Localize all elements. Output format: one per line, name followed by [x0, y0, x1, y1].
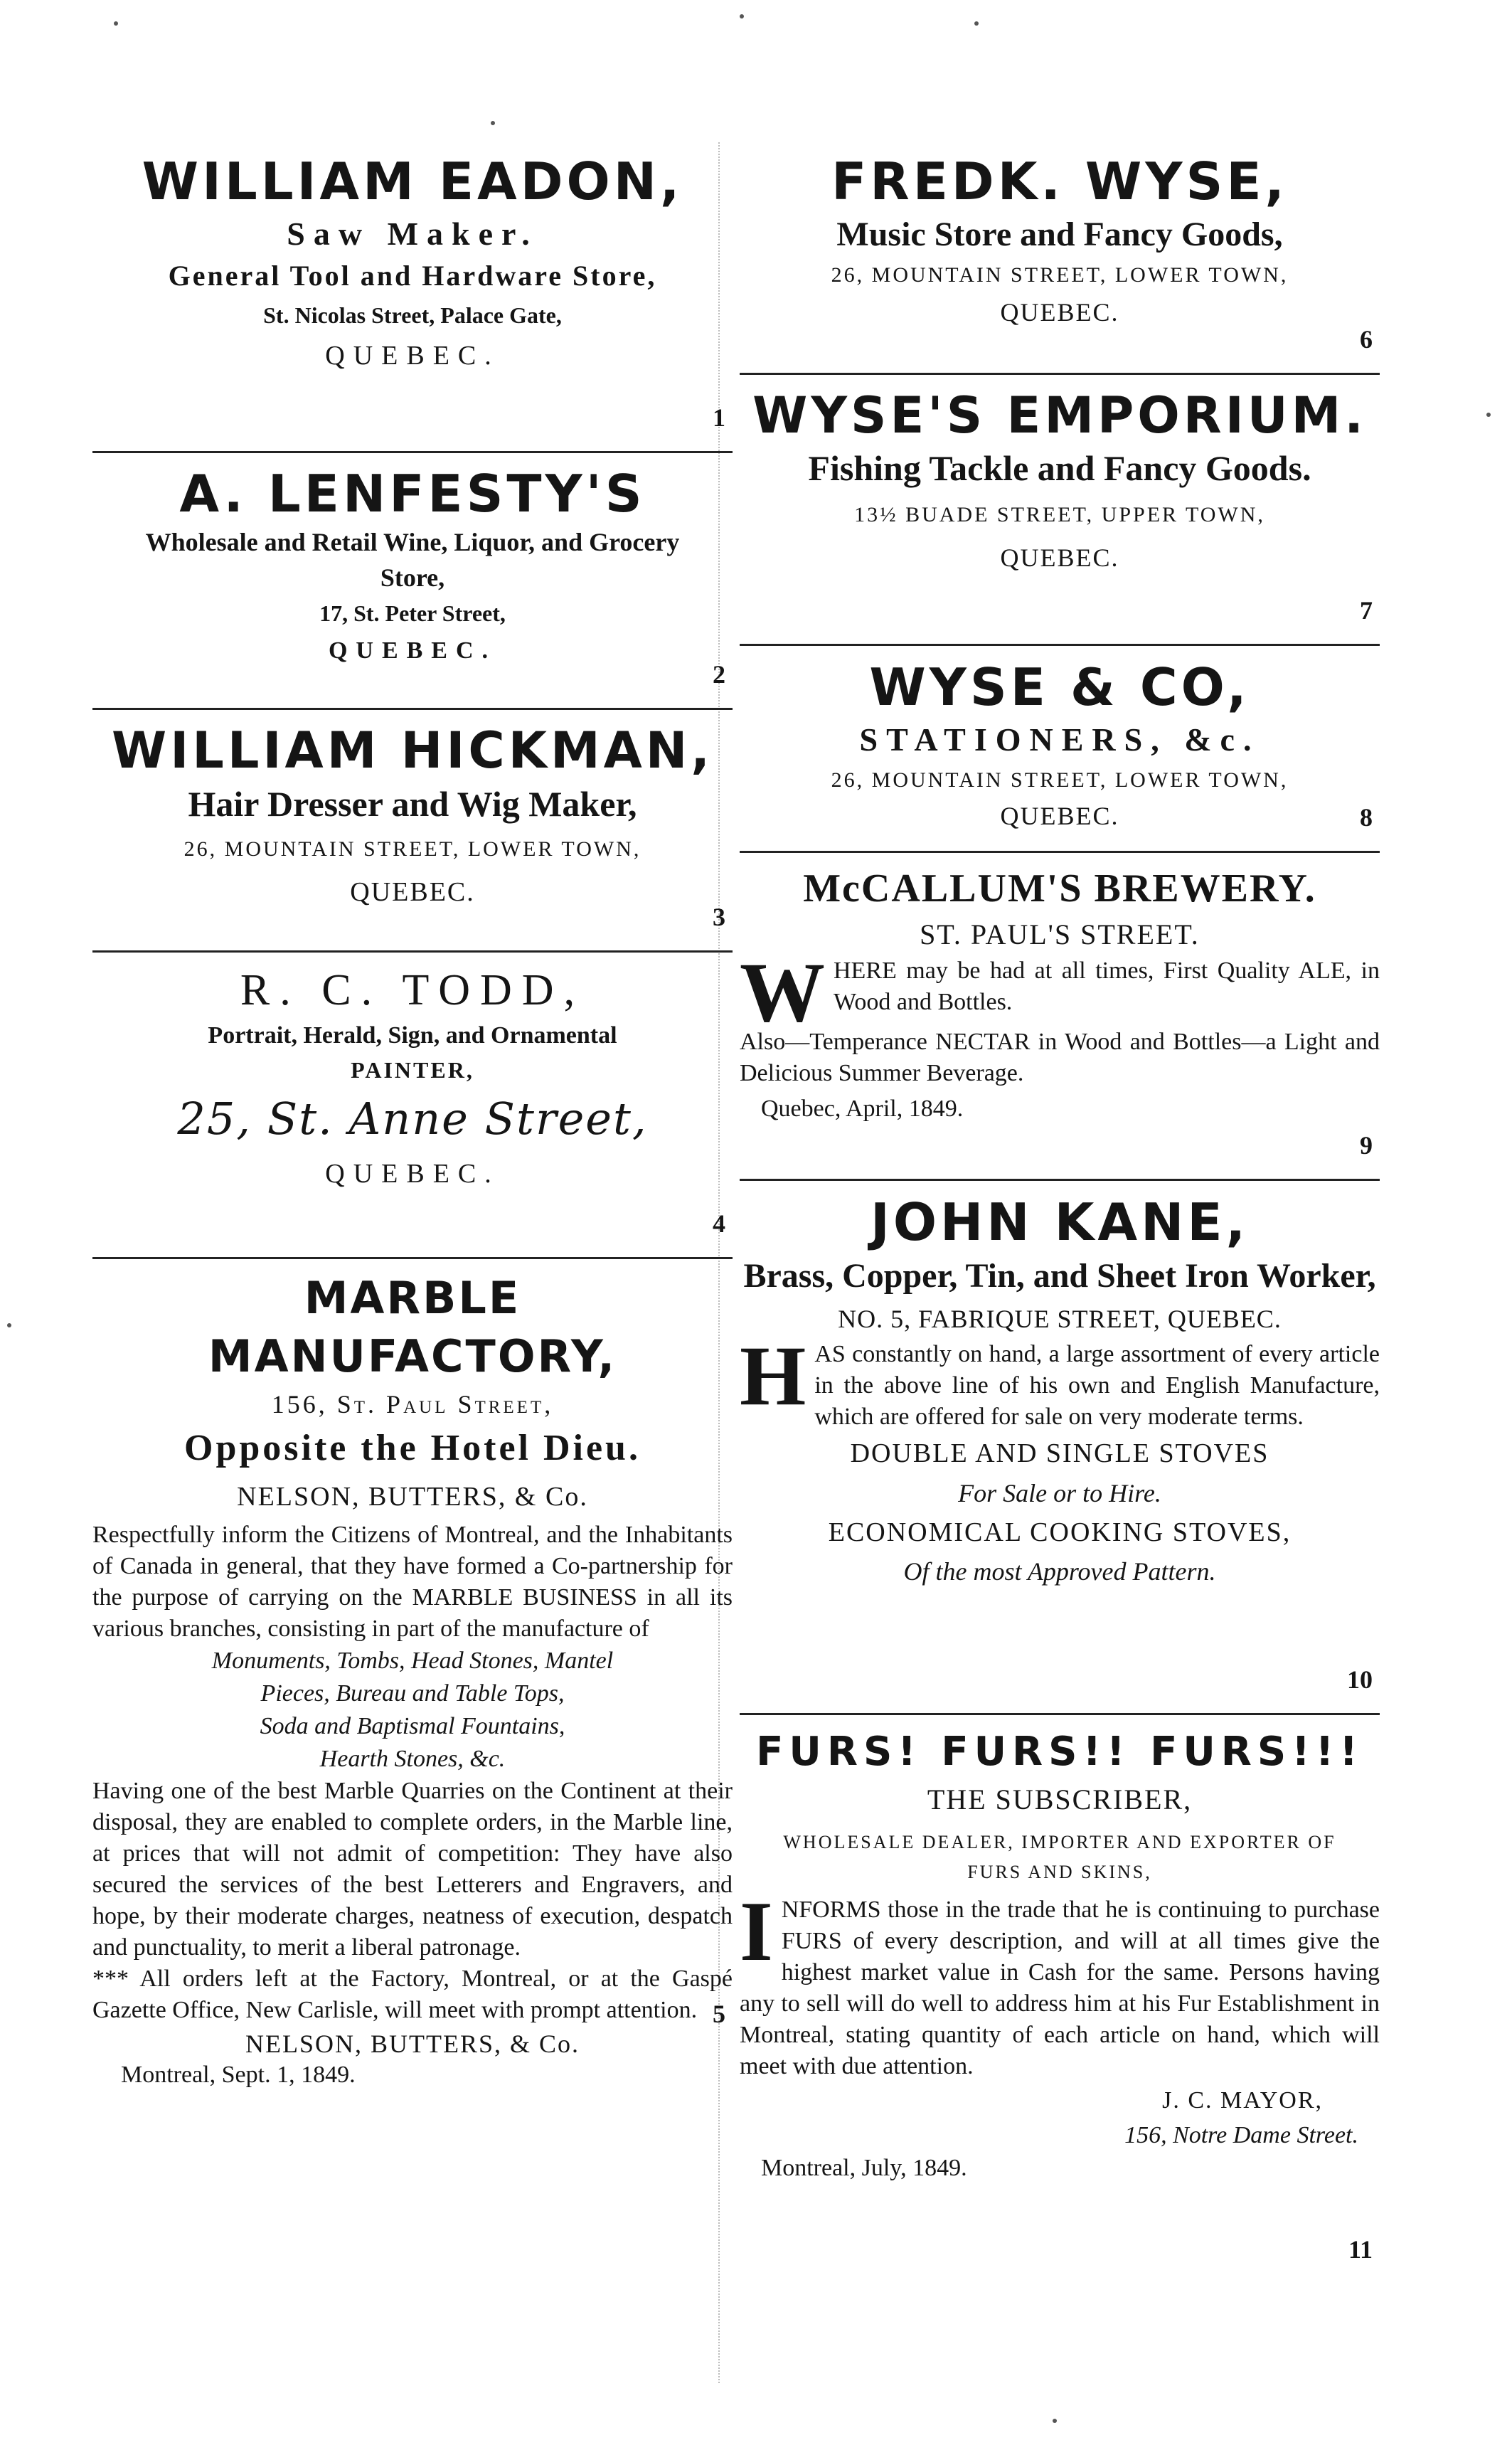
- scan-speck: [974, 21, 979, 26]
- ad-item-line: Soda and Baptismal Fountains,: [260, 1713, 565, 1739]
- ad-paragraph: Having one of the best Marble Quarries on the Continent at their disposal, they are enabled to complete orders, in the Marble line, at prices that will not admit of competition: They have also secured the services of the best Letterers and Engravers, and hope, by their moderate charges, neatness of execution, despatch and punctuality, to merit a liberal patronage.: [92, 1778, 733, 1961]
- ad-number: 10: [1347, 1665, 1373, 1694]
- ad-paragraph: [740, 1328, 1380, 1433]
- drop-cap: H: [740, 1328, 806, 1423]
- ad-subscriber: THE SUBSCRIBER,: [927, 1783, 1193, 1815]
- ad-number: 3: [713, 903, 725, 931]
- ad-address: NO. 5, FABRIQUE STREET, QUEBEC.: [838, 1305, 1282, 1333]
- ad-paragraph: [740, 945, 1380, 1039]
- ad-john-kane: [740, 1191, 1380, 1706]
- ad-city: QUEBEC.: [1000, 543, 1119, 572]
- ad-line: DOUBLE AND SINGLE STOVES: [850, 1438, 1269, 1468]
- ad-paragraph: Respectfully inform the Citizens of Montreal, and the Inhabitants of Canada in general, that they have formed a Co-partnership for the purpose of carrying on the MARBLE BUSINESS in all its various branches, consisting in part of the manufacture of: [92, 1522, 733, 1642]
- ad-title: McCALLUM'S BREWERY.: [803, 866, 1316, 911]
- ad-title: FURS! FURS!! FURS!!!: [756, 1729, 1363, 1775]
- ad-address: 26, MOUNTAIN STREET, LOWER TOWN,: [831, 263, 1289, 287]
- ad-title: JOHN KANE,: [871, 1192, 1249, 1252]
- ad-paragraph: [740, 1884, 1380, 2082]
- ad-city: QUEBEC.: [1000, 298, 1119, 327]
- right-column: [740, 142, 1380, 2276]
- ad-city: QUEBEC.: [325, 1159, 500, 1189]
- ad-title: MARBLE MANUFACTORY,: [208, 1272, 617, 1382]
- ad-marble-manufactory: [92, 1269, 733, 2088]
- drop-cap: I: [740, 1884, 773, 1978]
- ad-divider: [740, 1179, 1380, 1181]
- ad-divider: [92, 1257, 733, 1259]
- ad-mccallums-brewery: [740, 863, 1380, 1172]
- ad-street: ST. PAUL'S STREET.: [920, 918, 1200, 950]
- ad-number: 6: [1360, 325, 1373, 354]
- ad-number: 11: [1348, 2235, 1373, 2264]
- ad-rc-todd: [92, 962, 733, 1250]
- ad-signature: J. C. MAYOR,: [1162, 2087, 1323, 2114]
- ad-date: Quebec, April, 1849.: [761, 1096, 964, 1122]
- ad-divider: [92, 451, 733, 453]
- ad-line: Wholesale and Retail Wine, Liquor, and Grocery: [145, 528, 680, 556]
- ad-date: Montreal, July, 1849.: [761, 2155, 967, 2181]
- ad-trade: Saw Maker.: [287, 216, 538, 252]
- scan-speck: [1053, 2419, 1057, 2423]
- scan-speck: [7, 1323, 11, 1327]
- ad-title: R. C. TODD,: [240, 966, 585, 1014]
- ad-trade: Brass, Copper, Tin, and Sheet Iron Worker,: [743, 1257, 1376, 1295]
- ad-paragraph: Also—Temperance NECTAR in Wood and Bottles—a Light and Delicious Summer Beverage.: [740, 1029, 1380, 1086]
- ad-street: 156, Notre Dame Street.: [1124, 2122, 1358, 2148]
- ad-address: 26, MOUNTAIN STREET, LOWER TOWN,: [831, 768, 1289, 792]
- ad-number: 1: [713, 403, 725, 432]
- ad-line: Of the most Approved Pattern.: [903, 1557, 1216, 1586]
- ad-divider: [740, 1713, 1380, 1715]
- ad-william-hickman: [92, 720, 733, 943]
- scan-speck: [114, 21, 118, 26]
- ad-item-line: Pieces, Bureau and Table Tops,: [260, 1680, 565, 1707]
- ad-city: QUEBEC.: [328, 637, 497, 664]
- scan-speck: [740, 14, 744, 18]
- ad-firm: NELSON, BUTTERS, & Co.: [237, 1482, 588, 1512]
- ad-trade: Hair Dresser and Wig Maker,: [188, 784, 637, 824]
- ad-paragraph-text: AS constantly on hand, a large assortment of every article in the above line of his own and English Manufacture, which are offered for sale on very moderate terms.: [814, 1341, 1380, 1430]
- ad-paragraph: *** All orders left at the Factory, Montreal, or at the Gaspé Gazette Office, New Carlisle, will meet with prompt attention.: [92, 1966, 733, 2023]
- ad-date: Montreal, Sept. 1, 1849.: [121, 2062, 356, 2088]
- ad-line: 17, St. Peter Street,: [319, 600, 506, 626]
- ad-line: ECONOMICAL COOKING STOVES,: [828, 1517, 1292, 1547]
- ad-paragraph-text: HERE may be had at all times, First Quality ALE, in Wood and Bottles.: [834, 958, 1380, 1015]
- ad-divider: [92, 950, 733, 953]
- ad-line: For Sale or to Hire.: [958, 1479, 1161, 1507]
- ad-number: 4: [713, 1209, 725, 1238]
- ad-fredk-wyse: [740, 149, 1380, 366]
- ad-title: WILLIAM EADON,: [142, 152, 683, 211]
- ad-address: 25, St. Anne Street,: [177, 1093, 648, 1145]
- ad-address: 13½ BUADE STREET, UPPER TOWN,: [854, 503, 1265, 526]
- ad-paragraph-text: NFORMS those in the trade that he is continuing to purchase FURS of every description, and will at all times give the highest market value in Cash for the same. Persons having any to sell will do well to address him at his Fur Establishment in Montreal, stating quantity of each article on hand, which will meet with due attention.: [740, 1897, 1380, 2079]
- ad-item-line: Monuments, Tombs, Head Stones, Mantel: [211, 1648, 614, 1674]
- ad-trade: Music Store and Fancy Goods,: [836, 216, 1283, 253]
- ad-title: WYSE & CO,: [869, 657, 1250, 717]
- ad-city: QUEBEC.: [325, 341, 500, 371]
- ad-line: St. Nicolas Street, Palace Gate,: [263, 302, 562, 328]
- ad-city: QUEBEC.: [1000, 802, 1119, 830]
- ad-title: A. LENFESTY'S: [179, 464, 646, 524]
- ad-number: 8: [1360, 803, 1373, 832]
- ad-number: 7: [1360, 596, 1373, 625]
- ad-line: WHOLESALE DEALER, IMPORTER AND EXPORTER OF FURS AND SKINS,: [783, 1832, 1336, 1882]
- ad-title: WILLIAM HICKMAN,: [112, 721, 713, 780]
- ad-divider: [92, 708, 733, 710]
- scan-speck: [1486, 413, 1491, 417]
- ad-line: General Tool and Hardware Store,: [168, 260, 657, 292]
- ad-title: WYSE'S EMPORIUM.: [752, 386, 1367, 445]
- ad-trade: Fishing Tackle and Fancy Goods.: [808, 448, 1311, 488]
- ad-wyse-co: [740, 656, 1380, 844]
- scan-speck: [491, 121, 495, 125]
- ad-number: 2: [713, 660, 725, 689]
- ad-number: 5: [713, 2000, 725, 2028]
- ad-divider: [740, 644, 1380, 646]
- ad-wyses-emporium: [740, 385, 1380, 637]
- ad-divider: [740, 851, 1380, 853]
- ad-trade: STATIONERS, &c.: [859, 721, 1260, 758]
- ad-furs: [740, 1725, 1380, 2276]
- ad-tagline: Opposite the Hotel Dieu.: [184, 1428, 641, 1468]
- ad-address: 26, MOUNTAIN STREET, LOWER TOWN,: [183, 837, 641, 861]
- ad-william-eadon: [92, 149, 733, 444]
- ad-line: PAINTER,: [351, 1057, 474, 1083]
- ad-title: FREDK. WYSE,: [831, 152, 1288, 211]
- ad-city: QUEBEC.: [350, 877, 475, 907]
- ad-address: 156, St. Paul Street,: [271, 1390, 554, 1418]
- ad-number: 9: [1360, 1131, 1373, 1160]
- ad-line: Portrait, Herald, Sign, and Ornamental: [208, 1022, 617, 1049]
- ad-item-line: Hearth Stones, &c.: [319, 1746, 506, 1772]
- drop-cap: W: [740, 945, 825, 1039]
- ad-signature: NELSON, BUTTERS, & Co.: [245, 2030, 580, 2058]
- ad-lenfesty: [92, 463, 733, 701]
- left-column: [92, 142, 733, 2088]
- ad-line: Store,: [380, 563, 445, 592]
- ad-divider: [740, 373, 1380, 375]
